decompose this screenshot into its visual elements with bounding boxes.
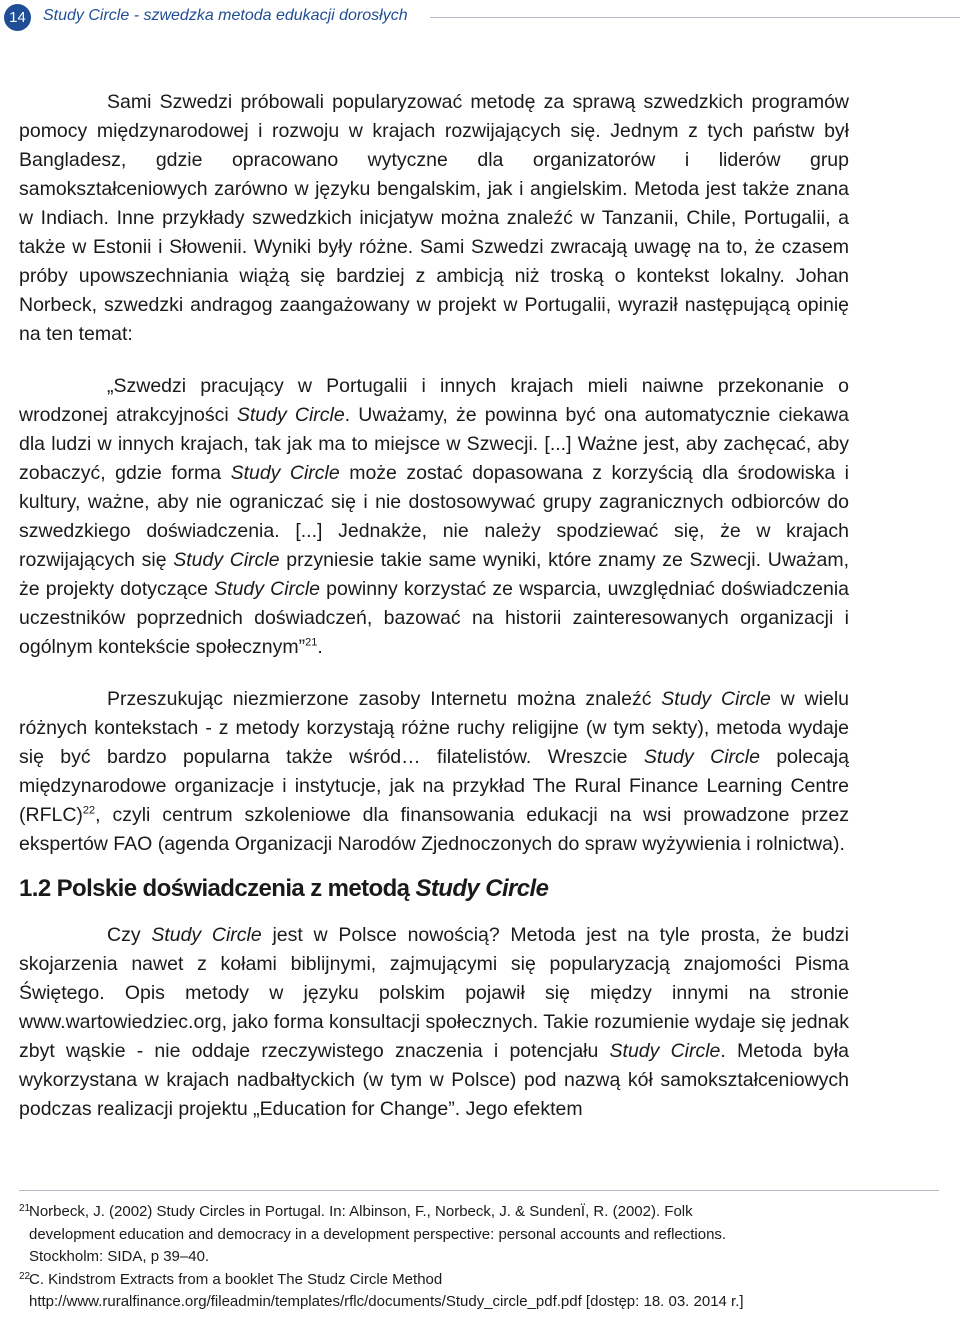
footnote-21: 21 Norbeck, J. (2002) Study Circles in Portugal. In: Albinson, F., Norbeck, J. & SundenÏ, R. (2002). Folk development education and democracy in a development perspective: personal accounts and reflections. Stockholm: SIDA, p 39–40. — [19, 1201, 939, 1269]
quote-text-a: „Szwedzi pracujący w Portugalii i innych krajach mieli naiwne przekonanie o wrodzonej atrakcyjności — [19, 375, 849, 426]
p4-term-d: Study Circle — [609, 1040, 721, 1062]
quote-text-e: może zostać dopasowana z korzyścią dla środowiska i kultury, ważne, aby nie ograniczać się i nie dostosowywać grupy zagranicznych odbiorców do szwedzkiego doświadczenia. [...] Jednakże, nie należy spodziewać się, że w krajach rozwijających się — [19, 462, 849, 571]
p4-text-a: Czy — [107, 924, 152, 946]
p3-term-d: Study Circle — [643, 746, 760, 768]
p4-text-c: jest w Polsce nowością? Metoda jest na tyle prosta, że budzi skojarzenia nawet z kołami biblijnymi, zajmującymi się popularyzacją znajomości Pisma Świętego. Opis metody w języku polskim pojawił się między innymi na stronie www.wartowiedziec.org, jako forma konsultacji społecznych. Takie rozumienie wydaje się jednak zbyt wąskie - nie oddaje rzeczywistego znaczenia i potencjału — [19, 924, 850, 1062]
quote-term-d: Study Circle — [230, 462, 340, 484]
footnote-line: development education and democracy in a development perspective: personal accounts and reflections. — [29, 1225, 727, 1243]
footnote-ref-21[interactable]: 21 — [305, 636, 318, 649]
section-heading — [19, 875, 849, 903]
footnote-ref-22[interactable]: 22 — [82, 804, 96, 817]
quote-term-b: Study Circle — [236, 404, 345, 426]
quote-term-h: Study Circle — [214, 578, 320, 600]
paragraph-3 — [19, 685, 849, 859]
quote-text-end: . — [317, 636, 323, 658]
footnote-line: Norbeck, J. (2002) Study Circles in Portugal. In: Albinson, F., Norbeck, J. & SundenÏ, R. (2002). Folk — [29, 1203, 693, 1220]
running-title: Study Circle - szwedzka metoda edukacji dorosłych — [43, 7, 408, 24]
quote-paragraph — [19, 372, 849, 662]
header-rule — [430, 17, 960, 18]
main-content — [19, 88, 849, 1124]
paragraph-1: Sami Szwedzi próbowali popularyzować metodę za sprawą szwedzkich programów pomocy międzynarodowej i rozwoju w krajach rozwijających się. Jednym z tych państw był Bangladesz, gdzie opracowano wytyczne dla organizatorów i liderów grup samokształceniowych zarówno w języku bengalskim, jak i angielskim. Metoda jest także znana w Indiach. Inne przykłady szwedzkich inicjatyw można znaleźć w Tanzanii, Chile, Portugalii, a także w Estonii i Słowenii. Wyniki były różne. Sami Szwedzi zwracają uwagę na to, że czasem próby upowszechniania wiążą się bardziej z ambicją niż troską o kontekst lokalny. Johan Norbeck, szwedzki andragog zaangażowany w projekt w Portugalii, wyraził następującą opinię na ten temat: — [19, 91, 849, 345]
p4-text-e: . Metoda była wykorzystana w krajach nadbałtyckich (w tym w Polsce) pod nazwą kół samokształceniowych podczas realizacji projektu „Education for Change”. Jego efektem — [19, 1040, 849, 1120]
quote-text-c: . Uważamy, że powinna być ona automatycznie ciekawa dla ludzi w innych krajach, tak jak ma to miejsce w Szwecji. [...] Ważne jest, aby zachęcać, aby zobaczyć, gdzie forma — [19, 404, 849, 484]
page-header — [0, 0, 960, 36]
p3-term-b: Study Circle — [661, 688, 771, 710]
quote-term-f: Study Circle — [173, 549, 280, 571]
quote-text-i: powinny korzystać ze wsparcia, uwzględniać doświadczenia uczestników poprzednich doświadczeń, bazować na historii zainteresowanych organizacji i ogólnym kontekście społecznym” — [19, 578, 849, 658]
footnote-22: 22 C. Kindstrom Extracts from a booklet The Studz Circle Method http://www.ruralfinance.org/fileadmin/templates/rflc/documents/Study_circle_pdf.pdf [dostęp: 18. 03. 2014 r.] — [19, 1269, 939, 1314]
quote-text-g: przyniesie takie same wyniki, które znamy ze Szwecji. Uważam, że projekty dotyczące — [19, 549, 849, 600]
footnote-link[interactable]: http://www.ruralfinance.org/fileadmin/templates/rflc/documents/Study_circle_pdf.pdf [dostęp: 18. 03. 2014 r.] — [29, 1293, 744, 1310]
heading-term: Study Circle — [415, 875, 549, 902]
p3-text-f: , czyli centrum szkoleniowe dla finansowania edukacji na wsi prowadzone przez ekspertów FAO (agenda Organizacji Narodów Zjednoczonych do spraw wyżywienia i rolnictwa). — [19, 804, 849, 855]
footnotes — [19, 1190, 939, 1314]
p3-text-a: Przeszukując niezmierzone zasoby Internetu można znaleźć — [107, 688, 662, 710]
p3-text-e: polecają międzynarodowe organizacje i instytucje, jak na przykład The Rural Finance Learning Centre (RFLC) — [19, 746, 849, 826]
footnote-line: Stockholm: SIDA, p 39–40. — [29, 1248, 210, 1265]
heading-text: 1.2 Polskie doświadczenia z metodą — [19, 875, 416, 902]
page-number-badge: 14 — [4, 4, 31, 31]
p3-text-c: w wielu różnych kontekstach - z metody korzystają różne ruchy religijne (w tym sekty), metoda wydaje się być bardzo popularna także wśród… filatelistów. Wreszcie — [19, 688, 849, 768]
paragraph-4 — [19, 921, 849, 1124]
footnote-line: C. Kindstrom Extracts from a booklet The Studz Circle Method — [29, 1270, 443, 1288]
p4-term-b: Study Circle — [151, 924, 262, 946]
